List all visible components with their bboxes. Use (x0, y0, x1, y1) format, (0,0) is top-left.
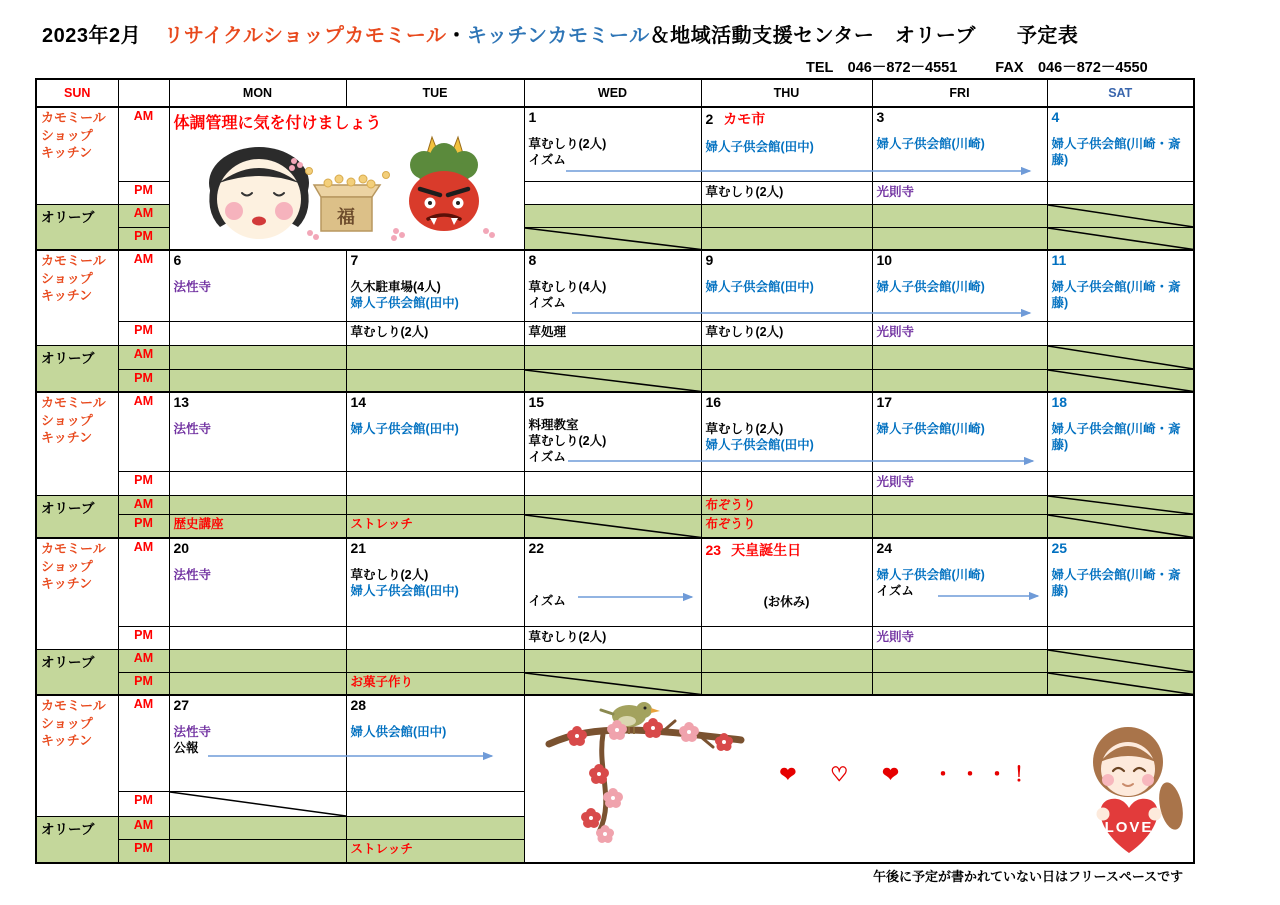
w2-thu-olive-pm-cell (701, 369, 872, 392)
title-dot: ・ (446, 25, 467, 47)
w3-fri-am-cell (872, 392, 1047, 471)
day-number: 17 (876, 394, 893, 410)
w4-tue-pm-cell (346, 626, 524, 649)
event: 光則寺 (876, 474, 915, 489)
w2-tue-pm-cell (346, 321, 524, 345)
day-number: 4 (1051, 109, 1060, 125)
day-number: 11 (1051, 252, 1067, 268)
w1-fri-pm-cell (872, 181, 1047, 204)
pm-label: PM (118, 227, 169, 250)
w2-wed-olive-pm-cell (524, 369, 701, 392)
w2-sat-am-cell (1047, 250, 1194, 321)
pm-label: PM (118, 321, 169, 345)
w2-thu-pm-cell (701, 321, 872, 345)
w4-mon-am-cell (169, 538, 346, 626)
page-title (42, 19, 1078, 48)
setsubun-illustration (174, 135, 519, 247)
w5-tue-pm-cell (346, 791, 524, 816)
pm-label: PM (118, 471, 169, 495)
day-number: 18 (1051, 394, 1068, 410)
title-date: 2023年2月 (42, 25, 142, 47)
am-label: AM (118, 345, 169, 369)
w4-mon-pm-cell (169, 626, 346, 649)
w5-tue-olive-pm-cell (346, 839, 524, 863)
event: 婦人子供会館(田中) (705, 279, 814, 294)
footer-note: 午後に予定が書かれていない日はフリースペースです (873, 869, 1184, 884)
event: 草むしり(2人) (350, 568, 429, 583)
w3-thu-am-cell (701, 392, 872, 471)
event: 婦人供会館(田中) (350, 725, 447, 740)
kamo-ichi-tag: カモ市 (723, 111, 766, 127)
w4-wed-am-cell (524, 538, 701, 626)
week-1 (36, 107, 1194, 250)
event: イズム (528, 450, 566, 465)
event: イズム (876, 584, 914, 599)
w3-wed-am-cell (524, 392, 701, 471)
olive-label: オリーブ (36, 345, 118, 392)
title-recycle-shop: リサイクルショップカモミール (163, 25, 447, 47)
w4-sat-am-cell (1047, 538, 1194, 626)
weekday-header-row (36, 79, 1194, 107)
fax-number: FAX 046－872－4550 (995, 60, 1148, 76)
w4-mon-olive-pm-cell (169, 672, 346, 695)
week-4 (36, 538, 1194, 695)
w5-mon-pm-cell (169, 791, 346, 816)
am-label: AM (118, 204, 169, 227)
w5-mon-olive-am-cell (169, 816, 346, 839)
w3-wed-olive-pm-cell (524, 514, 701, 538)
event: 草むしり(2人) (528, 629, 607, 644)
w5-tue-olive-am-cell (346, 816, 524, 839)
w1-wed-olive-pm-cell (524, 227, 701, 250)
w2-fri-olive-pm-cell (872, 369, 1047, 392)
w2-wed-pm-cell (524, 321, 701, 345)
decoration-cell (524, 695, 1194, 863)
w1-sat-pm-cell (1047, 181, 1194, 204)
day-number: 9 (705, 252, 714, 268)
pm-label: PM (118, 791, 169, 816)
event: 久木駐車場(4人) (350, 279, 441, 294)
w1-wed-am-cell (524, 107, 701, 181)
header-sun: SUN (36, 79, 118, 107)
w4-thu-olive-pm-cell (701, 672, 872, 695)
event: イズム (528, 153, 566, 168)
w3-fri-olive-pm-cell (872, 514, 1047, 538)
event: 婦人子供会館(田中) (705, 140, 814, 154)
day-number: 8 (528, 252, 537, 268)
event: イズム (528, 296, 566, 311)
event: ストレッチ (350, 841, 413, 856)
day-number: 24 (876, 540, 893, 557)
w2-sat-olive-am-cell (1047, 345, 1194, 369)
hearts-decoration: ❤ ♡ ❤ ・・・！ (779, 764, 1041, 787)
w3-mon-olive-pm-cell (169, 514, 346, 538)
svg-text:LOVE: LOVE (1104, 819, 1154, 837)
w1-thu-pm-cell (701, 181, 872, 204)
w4-sat-pm-cell (1047, 626, 1194, 649)
w2-mon-olive-pm-cell (169, 369, 346, 392)
w3-wed-pm-cell (524, 471, 701, 495)
health-notice: 体調管理に気を付けましょう (173, 115, 382, 132)
plum-branch-illustration (541, 700, 751, 848)
w1-sat-olive-pm-cell (1047, 227, 1194, 250)
event: 草むしり(2人) (705, 184, 784, 199)
day-number: 6 (173, 252, 182, 268)
day-number: 3 (876, 109, 885, 125)
day-number: 16 (705, 394, 722, 410)
w5-mon-olive-pm-cell (169, 839, 346, 863)
header-ampm-gap (118, 79, 169, 107)
am-label: AM (118, 816, 169, 839)
w3-tue-pm-cell (346, 471, 524, 495)
event: 布ぞうり (705, 497, 756, 512)
w3-thu-olive-pm-cell (701, 514, 872, 538)
w3-fri-olive-am-cell (872, 495, 1047, 514)
pm-label: PM (118, 514, 169, 538)
w3-sat-pm-cell (1047, 471, 1194, 495)
day-number: 27 (173, 697, 190, 714)
w3-mon-pm-cell (169, 471, 346, 495)
am-label: AM (118, 538, 169, 626)
w4-wed-olive-am-cell (524, 649, 701, 672)
event: 法性寺 (173, 725, 212, 740)
title-rest: ＆地域活動支援センター オリーブ 予定表 (649, 25, 1079, 47)
w3-fri-pm-cell (872, 471, 1047, 495)
am-label: AM (118, 495, 169, 514)
event: お菓子作り (350, 674, 414, 689)
event: 光則寺 (876, 629, 915, 644)
holiday-tag: 天皇誕生日 (731, 542, 802, 559)
w5-mon-am-cell (169, 695, 346, 791)
event: 草むしり(2人) (705, 421, 784, 436)
love-girl-illustration (1073, 722, 1185, 858)
event: 法性寺 (173, 568, 212, 583)
w1-wed-olive-am-cell (524, 204, 701, 227)
w2-thu-olive-am-cell (701, 345, 872, 369)
event: 婦人子供会館(川崎・斎藤) (1051, 421, 1181, 453)
schedule-table (35, 78, 1195, 864)
w3-sat-am-cell (1047, 392, 1194, 471)
am-label: AM (118, 695, 169, 791)
w4-wed-pm-cell (524, 626, 701, 649)
w3-sat-olive-am-cell (1047, 495, 1194, 514)
w1-fri-olive-am-cell (872, 204, 1047, 227)
w1-thu-olive-pm-cell (701, 227, 872, 250)
tel-number: TEL 046－872－4551 (806, 60, 958, 76)
w2-mon-am-cell (169, 250, 346, 321)
event: 婦人子供会館(田中) (350, 421, 459, 436)
w2-thu-am-cell (701, 250, 872, 321)
event: 草処理 (528, 324, 567, 339)
w2-mon-pm-cell (169, 321, 346, 345)
notice-illustration-cell (169, 107, 524, 250)
event: (お休み) (763, 595, 810, 610)
event: 布ぞうり (705, 516, 756, 531)
w4-fri-am-cell (872, 538, 1047, 626)
w1-sat-olive-am-cell (1047, 204, 1194, 227)
event: 料理教室 (528, 417, 579, 432)
w3-tue-am-cell (346, 392, 524, 471)
event: 婦人子供会館(川崎・斎藤) (1051, 279, 1181, 311)
w3-mon-am-cell (169, 392, 346, 471)
w1-thu-am-cell (701, 107, 872, 181)
w3-thu-olive-am-cell (701, 495, 872, 514)
header-sat: SAT (1047, 79, 1194, 107)
chamomile-label: カモミール ショップ キッチン (36, 250, 118, 345)
event: 法性寺 (173, 421, 212, 436)
w5-tue-am-cell (346, 695, 524, 791)
day-number: 15 (528, 394, 545, 410)
w4-tue-olive-pm-cell (346, 672, 524, 695)
w2-wed-am-cell (524, 250, 701, 321)
w4-fri-olive-am-cell (872, 649, 1047, 672)
w2-sat-pm-cell (1047, 321, 1194, 345)
event: 婦人子供会館(田中) (350, 296, 459, 311)
event: 光則寺 (876, 324, 915, 339)
w1-wed-pm-cell (524, 181, 701, 204)
week-3 (36, 392, 1194, 538)
event: 草むしり(2人) (705, 324, 784, 339)
am-label: AM (118, 392, 169, 471)
event: 草むしり(2人) (528, 136, 607, 151)
w2-fri-pm-cell (872, 321, 1047, 345)
w4-mon-olive-am-cell (169, 649, 346, 672)
w2-tue-olive-pm-cell (346, 369, 524, 392)
w2-fri-olive-am-cell (872, 345, 1047, 369)
w3-tue-olive-am-cell (346, 495, 524, 514)
svg-text:福: 福 (336, 207, 355, 227)
pm-label: PM (118, 369, 169, 392)
w2-fri-am-cell (872, 250, 1047, 321)
w2-wed-olive-am-cell (524, 345, 701, 369)
title-kitchen: キッチンカモミール (466, 25, 650, 47)
event: 歴史講座 (173, 516, 224, 531)
day-number: 23 (705, 542, 722, 559)
event: イズム (528, 594, 566, 609)
olive-label: オリーブ (36, 649, 118, 695)
event: 法性寺 (173, 279, 212, 294)
w3-mon-olive-am-cell (169, 495, 346, 514)
w4-fri-pm-cell (872, 626, 1047, 649)
day-number: 14 (350, 394, 367, 410)
day-number: 10 (876, 252, 893, 268)
event: 婦人子供会館(川崎・斎藤) (1051, 568, 1181, 599)
pm-label: PM (118, 839, 169, 863)
header-wed: WED (524, 79, 701, 107)
header-tue: TUE (346, 79, 524, 107)
week-2 (36, 250, 1194, 392)
w3-wed-olive-am-cell (524, 495, 701, 514)
event: 婦人子供会館(田中) (350, 584, 459, 599)
chamomile-label: カモミール ショップ キッチン (36, 392, 118, 495)
event: 草むしり(4人) (528, 279, 607, 294)
chamomile-label: カモミール ショップ キッチン (36, 107, 118, 204)
w1-sat-am-cell (1047, 107, 1194, 181)
w2-mon-olive-am-cell (169, 345, 346, 369)
day-number: 13 (173, 394, 190, 410)
w4-thu-am-cell (701, 538, 872, 626)
event: ストレッチ (350, 516, 413, 531)
event: 婦人子供会館(川崎) (876, 568, 985, 583)
w4-fri-olive-pm-cell (872, 672, 1047, 695)
day-number: 20 (173, 540, 190, 557)
am-label: AM (118, 250, 169, 321)
day-number: 7 (350, 252, 359, 268)
event: 草むしり(2人) (350, 324, 429, 339)
event: 婦人子供会館(川崎・斎藤) (1051, 136, 1181, 168)
w3-sat-olive-pm-cell (1047, 514, 1194, 538)
w4-wed-olive-pm-cell (524, 672, 701, 695)
chamomile-label: カモミール ショップ キッチン (36, 695, 118, 816)
w2-sat-olive-pm-cell (1047, 369, 1194, 392)
event: 婦人子供会館(川崎) (876, 421, 985, 436)
day-number: 22 (528, 540, 545, 557)
w4-thu-pm-cell (701, 626, 872, 649)
day-number: 2 (705, 111, 714, 127)
header-mon: MON (169, 79, 346, 107)
w4-sat-olive-pm-cell (1047, 672, 1194, 695)
w3-thu-pm-cell (701, 471, 872, 495)
pm-label: PM (118, 672, 169, 695)
contact-line (806, 56, 1148, 77)
header-fri: FRI (872, 79, 1047, 107)
week-5 (36, 695, 1194, 863)
olive-label: オリーブ (36, 495, 118, 538)
w4-tue-olive-am-cell (346, 649, 524, 672)
olive-label: オリーブ (36, 816, 118, 863)
chamomile-label: カモミール ショップ キッチン (36, 538, 118, 649)
am-label: AM (118, 649, 169, 672)
w4-sat-olive-am-cell (1047, 649, 1194, 672)
event: 光則寺 (876, 184, 915, 199)
olive-label: オリーブ (36, 204, 118, 250)
event: 公報 (173, 741, 199, 756)
pm-label: PM (118, 181, 169, 204)
w4-thu-olive-am-cell (701, 649, 872, 672)
w1-fri-am-cell (872, 107, 1047, 181)
day-number: 28 (350, 697, 367, 714)
day-number: 21 (350, 540, 367, 557)
day-number: 25 (1051, 540, 1068, 557)
w1-fri-olive-pm-cell (872, 227, 1047, 250)
am-label: AM (118, 107, 169, 181)
event: 婦人子供会館(川崎) (876, 136, 985, 151)
header-thu: THU (701, 79, 872, 107)
pm-label: PM (118, 626, 169, 649)
event: 婦人子供会館(田中) (705, 438, 814, 453)
w2-tue-am-cell (346, 250, 524, 321)
w4-tue-am-cell (346, 538, 524, 626)
day-number: 1 (528, 109, 537, 125)
w3-tue-olive-pm-cell (346, 514, 524, 538)
event: 草むしり(2人) (528, 434, 607, 449)
event: 婦人子供会館(川崎) (876, 279, 985, 294)
w2-tue-olive-am-cell (346, 345, 524, 369)
w1-thu-olive-am-cell (701, 204, 872, 227)
